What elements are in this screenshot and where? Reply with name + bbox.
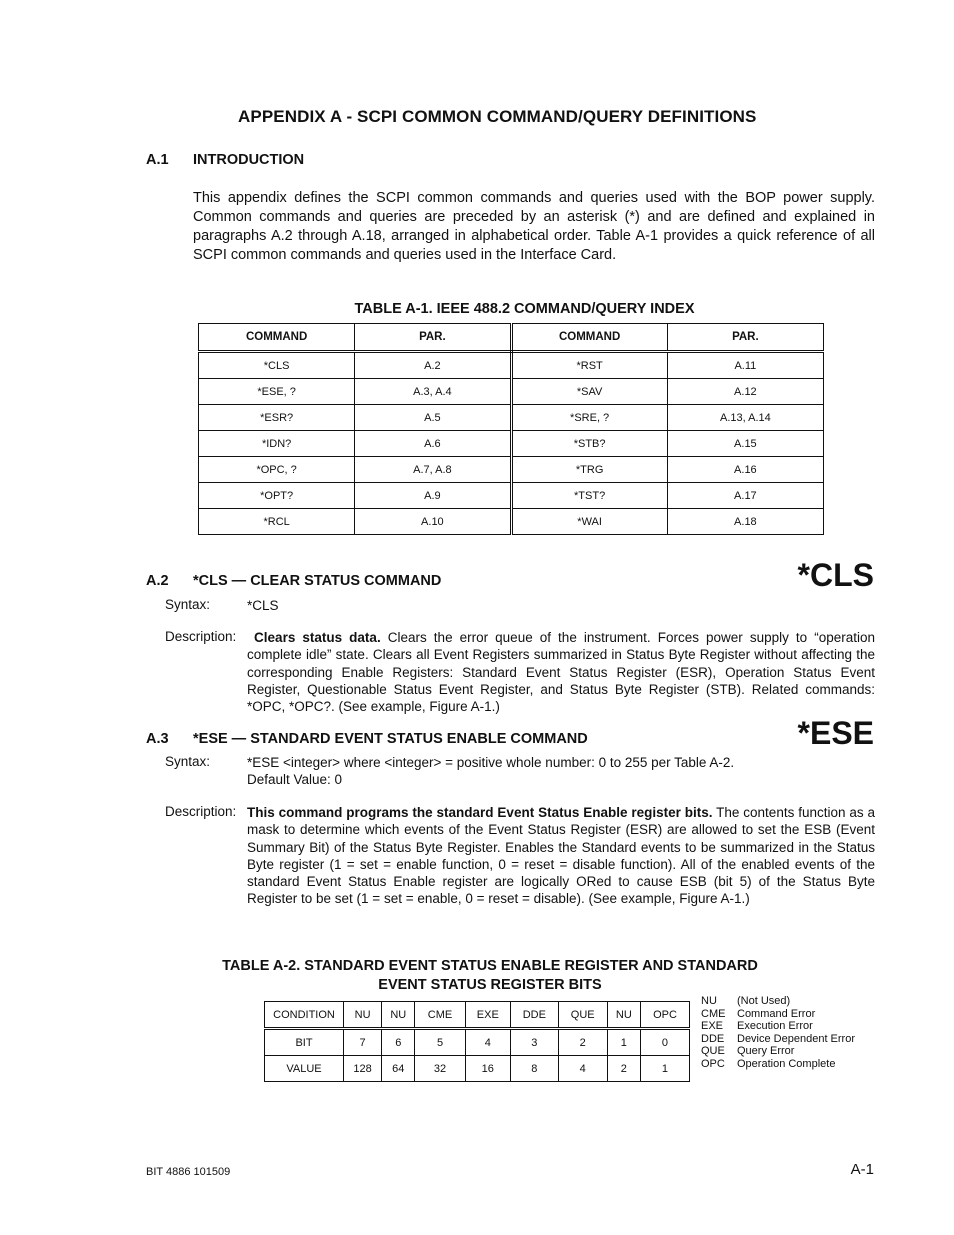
ese-big-label: *ESE <box>797 715 874 751</box>
table-a2-title <box>140 957 840 995</box>
table-cell: 64 <box>382 1056 415 1082</box>
cls-syntax-value: *CLS <box>247 598 279 613</box>
legend-abbr: DDE <box>701 1032 725 1045</box>
legend-item <box>701 995 855 1008</box>
table-cell: 3 <box>510 1029 558 1056</box>
table-cell: A.16 <box>667 457 823 483</box>
header-par: PAR. <box>667 324 823 352</box>
table-cell: 1 <box>607 1029 640 1056</box>
table-cell: *WAI <box>511 509 667 535</box>
table-cell: A.15 <box>667 431 823 457</box>
ese-description-rest: The contents function as a mask to determine which events of the Event Status Register (ESR) are allowed to set the ESB (Event Summary Bit) of the Status Byte Register. Enables the Standard events to be summarized in the Status Byte register (1 = set = enable function, 0 = reset = disable function). All of the enabled events of the standard Event Status Enable register are logically ORed to cause ESB (bit 5) of the Status Byte Register to be set (1 = set = enable, 0 = reset = disable). (See example, Figure A-1.) <box>247 805 876 907</box>
table-cell: *STB? <box>511 431 667 457</box>
table-cell: 6 <box>382 1029 415 1056</box>
legend-item <box>701 1045 855 1058</box>
table-cell: 32 <box>415 1056 465 1082</box>
table-cell: A.6 <box>355 431 511 457</box>
section-heading-ese <box>0 731 954 751</box>
table-cell: NU <box>607 1002 640 1029</box>
table-cell: 16 <box>465 1056 510 1082</box>
cls-description-label: Description: <box>165 629 237 644</box>
legend-meaning: Command Error <box>737 1007 816 1020</box>
table-cell: 0 <box>640 1029 689 1056</box>
table-cell: 4 <box>465 1029 510 1056</box>
section-title: INTRODUCTION <box>193 152 305 168</box>
appendix-title: APPENDIX A - SCPI COMMON COMMAND/QUERY DEFINITIONS <box>238 107 757 126</box>
table-cell: QUE <box>558 1002 607 1029</box>
table-cell: 2 <box>558 1029 607 1056</box>
table-row <box>199 431 824 457</box>
header-command: COMMAND <box>199 324 355 352</box>
table-cell: 2 <box>607 1056 640 1082</box>
legend-abbr: EXE <box>701 1020 724 1033</box>
table-cell: A.12 <box>667 379 823 405</box>
table-row <box>199 509 824 535</box>
section-title: *CLS — CLEAR STATUS COMMAND <box>193 573 442 589</box>
table-cell: *OPC, ? <box>199 457 355 483</box>
table-cell: NU <box>382 1002 415 1029</box>
table-cell: VALUE <box>265 1056 344 1082</box>
legend-abbr: CME <box>701 1007 726 1020</box>
table-cell: *TST? <box>511 483 667 509</box>
table-cell: A.7, A.8 <box>355 457 511 483</box>
table-cell: A.9 <box>355 483 511 509</box>
legend-item <box>701 1058 855 1071</box>
table-cell: A.17 <box>667 483 823 509</box>
ese-syntax-label: Syntax: <box>165 754 211 769</box>
legend-item <box>701 1008 855 1021</box>
table-header-row <box>199 324 824 352</box>
table-cell: *RST <box>511 352 667 379</box>
section-heading-intro <box>0 152 954 172</box>
ese-default-value: Default Value: 0 <box>247 772 343 788</box>
table-cell: 7 <box>344 1029 382 1056</box>
header-command: COMMAND <box>511 324 667 352</box>
page-number: A-1 <box>850 1161 874 1178</box>
table-a2-legend <box>701 995 855 1071</box>
section-number: A.2 <box>146 573 169 589</box>
section-title: *ESE — STANDARD EVENT STATUS ENABLE COMMAND <box>193 731 588 747</box>
table-row <box>265 1029 690 1056</box>
table-cell: CME <box>415 1002 465 1029</box>
table-row <box>199 352 824 379</box>
table-cell: *RCL <box>199 509 355 535</box>
table-cell: 1 <box>640 1056 689 1082</box>
table-cell: *SAV <box>511 379 667 405</box>
legend-meaning: Operation Complete <box>737 1057 836 1070</box>
ese-description-label: Description: <box>165 804 237 819</box>
table-a2-title-line2: EVENT STATUS REGISTER BITS <box>378 977 602 993</box>
table-cell: A.13, A.14 <box>667 405 823 431</box>
table-cell: 128 <box>344 1056 382 1082</box>
table-cell: CONDITION <box>265 1002 344 1029</box>
legend-abbr: NU <box>701 995 717 1007</box>
table-cell: *ESR? <box>199 405 355 431</box>
cls-description-bold: Clears status data. <box>254 630 381 645</box>
table-row <box>199 379 824 405</box>
legend-meaning: Query Error <box>737 1045 795 1058</box>
table-cell: *CLS <box>199 352 355 379</box>
table-a1 <box>198 323 824 535</box>
table-a2-title-line1: TABLE A-2. STANDARD EVENT STATUS ENABLE REGISTER AND STANDARD <box>222 958 758 974</box>
table-cell: BIT <box>265 1029 344 1056</box>
table-cell: *SRE, ? <box>511 405 667 431</box>
table-row <box>265 1002 690 1029</box>
table-cell: A.5 <box>355 405 511 431</box>
cls-description <box>247 629 875 715</box>
table-cell: 8 <box>510 1056 558 1082</box>
cls-big-label: *CLS <box>797 557 874 593</box>
table-cell: A.10 <box>355 509 511 535</box>
legend-meaning: Execution Error <box>737 1020 813 1033</box>
table-row <box>199 405 824 431</box>
table-cell: *IDN? <box>199 431 355 457</box>
cls-syntax-label: Syntax: <box>165 597 211 612</box>
ese-description-bold: This command programs the standard Event Status Enable register bits. <box>247 805 713 820</box>
table-cell: A.11 <box>667 352 823 379</box>
cls-description-rest: Clears the error queue of the instrument. Forces power supply to “operation complete idle” state. Clears all Event Registers summarized in Status Byte Register without affecting the corresponding Enable Registers: Standard Event Status Register (ESR), Operation Status Event Register, Questionable Status Event Register, and Status Byte Register (STB). Related commands: *OPC, *OPC?. (See example, Figure A-1.) <box>247 630 875 715</box>
table-a2 <box>264 1001 690 1082</box>
ese-description <box>247 804 875 908</box>
section-heading-cls <box>0 573 954 593</box>
legend-abbr: OPC <box>701 1057 725 1070</box>
table-cell: 5 <box>415 1029 465 1056</box>
intro-paragraph: This appendix defines the SCPI common commands and queries used with the BOP power supply. Common commands and queries are preceded by an asterisk (*) and are defined and explained in paragraphs A.2 through A.18, arranged in alphabetical order. Table A-1 provides a quick reference of all SCPI common commands and queries used in the Interface Card. <box>193 190 875 263</box>
table-row <box>199 483 824 509</box>
table-cell: *OPT? <box>199 483 355 509</box>
footer-document-code: BIT 4886 101509 <box>146 1166 231 1178</box>
table-cell: *ESE, ? <box>199 379 355 405</box>
legend-item <box>701 1020 855 1033</box>
table-cell: 4 <box>558 1056 607 1082</box>
table-cell: DDE <box>510 1002 558 1029</box>
table-row <box>199 457 824 483</box>
legend-meaning: Device Dependent Error <box>737 1032 856 1045</box>
ese-syntax <box>247 754 875 789</box>
table-a1-title: TABLE A-1. IEEE 488.2 COMMAND/QUERY INDEX <box>354 301 695 317</box>
table-cell: A.18 <box>667 509 823 535</box>
table-cell: EXE <box>465 1002 510 1029</box>
table-cell: OPC <box>640 1002 689 1029</box>
header-par: PAR. <box>355 324 511 352</box>
table-cell: A.3, A.4 <box>355 379 511 405</box>
section-number: A.3 <box>146 731 169 747</box>
ese-syntax-value: *ESE <integer> where <integer> = positive whole number: 0 to 255 per Table A-2. <box>247 755 735 770</box>
table-cell: *TRG <box>511 457 667 483</box>
table-cell: NU <box>344 1002 382 1029</box>
section-number: A.1 <box>146 152 169 168</box>
legend-abbr: QUE <box>701 1045 725 1058</box>
table-row <box>265 1056 690 1082</box>
legend-meaning: (Not Used) <box>737 995 791 1007</box>
legend-item <box>701 1033 855 1046</box>
table-cell: A.2 <box>355 352 511 379</box>
